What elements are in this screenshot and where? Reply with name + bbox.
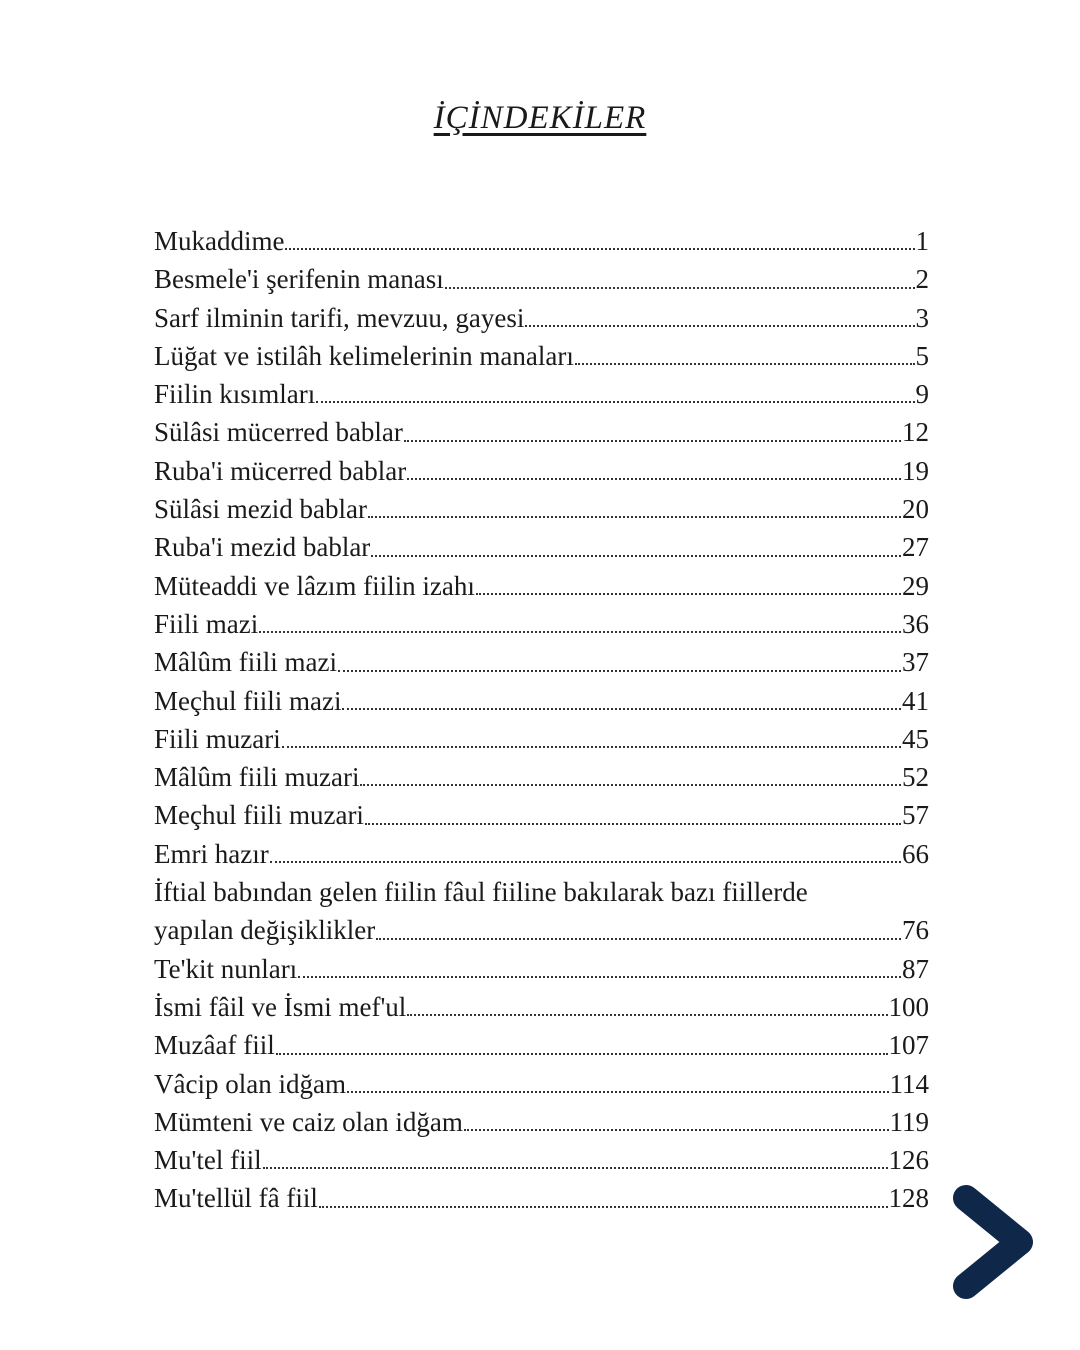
dot-leader — [464, 1127, 889, 1131]
toc-row — [154, 222, 929, 260]
dot-leader — [259, 629, 901, 633]
toc-row — [154, 911, 929, 949]
toc-entry-title: Ruba'i mezid bablar — [154, 532, 371, 563]
dot-leader — [371, 553, 901, 557]
chevron-right-icon — [948, 1180, 1040, 1304]
dot-leader — [285, 246, 914, 250]
toc-row — [154, 528, 929, 566]
toc-entry-title: İftial babından gelen fiilin fâul fiiline bakılarak bazı fiillerde — [154, 877, 808, 908]
dot-leader — [407, 476, 901, 480]
toc-entry-title: Mu'tel fiil — [154, 1145, 262, 1176]
toc-page-number: 2 — [915, 264, 929, 295]
toc-row — [154, 950, 929, 988]
dot-leader — [476, 591, 901, 595]
toc-row — [154, 490, 929, 528]
toc-entry-title: Mâlûm fiili muzari — [154, 762, 360, 793]
dot-leader — [342, 706, 901, 710]
toc-entry-title: Muzâaf fiil — [154, 1030, 275, 1061]
dot-leader — [282, 744, 901, 748]
toc-row — [154, 835, 929, 873]
dot-leader — [525, 323, 914, 327]
toc-entry-title: İsmi fâil ve İsmi mef'ul — [154, 991, 407, 1022]
toc-entry-title: Vâcip olan idğam — [154, 1068, 346, 1099]
toc-page-number: 1 — [915, 226, 929, 256]
toc-entry-title: Besmele'i şerifenin manası — [154, 264, 444, 295]
toc-page-number: 128 — [888, 1183, 929, 1214]
toc-page-number: 66 — [902, 838, 929, 869]
toc-page-number: 29 — [902, 570, 929, 601]
toc-row — [154, 299, 929, 337]
dot-leader — [347, 1089, 889, 1093]
toc-entry-title: Mâlûm fiili mazi — [154, 647, 337, 678]
toc-page-number: 107 — [888, 1030, 929, 1061]
next-page-button[interactable] — [948, 1180, 1040, 1304]
toc-page-number: 41 — [902, 685, 929, 716]
toc-row — [154, 567, 929, 605]
toc-row — [154, 260, 929, 298]
toc-page-number: 9 — [915, 379, 929, 410]
table-of-contents — [154, 222, 929, 1218]
toc-page-number: 57 — [902, 800, 929, 831]
toc-page-number: 126 — [888, 1145, 929, 1176]
toc-row — [154, 413, 929, 451]
toc-row — [154, 873, 929, 911]
toc-page-number: 19 — [902, 455, 929, 486]
toc-row — [154, 796, 929, 834]
toc-entry-title: Fiilin kısımları — [154, 379, 316, 410]
toc-entry-title: Mümteni ve caiz olan idğam — [154, 1106, 463, 1137]
dot-leader — [360, 782, 901, 786]
dot-leader — [319, 1204, 888, 1208]
toc-row — [154, 643, 929, 681]
dot-leader — [407, 1012, 887, 1016]
toc-row — [154, 758, 929, 796]
toc-entry-title: Meçhul fiili mazi — [154, 685, 342, 716]
toc-entry-title: Mu'tellül fâ fiil — [154, 1183, 318, 1214]
toc-entry-title: Emri hazır — [154, 838, 269, 869]
toc-page-number: 76 — [902, 915, 929, 946]
toc-row — [154, 1103, 929, 1141]
dot-leader — [276, 1051, 888, 1055]
dot-leader — [365, 821, 901, 825]
toc-page-number: 36 — [902, 608, 929, 639]
toc-entry-title: Sülâsi mezid bablar — [154, 494, 367, 525]
toc-entry-title: Ruba'i mücerred bablar — [154, 455, 407, 486]
toc-entry-title: Meçhul fiili muzari — [154, 800, 364, 831]
toc-page-number: 20 — [902, 494, 929, 525]
toc-entry-title: yapılan değişiklikler — [154, 915, 376, 946]
toc-row — [154, 988, 929, 1026]
toc-row — [154, 720, 929, 758]
dot-leader — [338, 668, 901, 672]
toc-row — [154, 605, 929, 643]
toc-page-number: 5 — [915, 340, 929, 371]
toc-entry-title: Müteaddi ve lâzım fiilin izahı — [154, 570, 475, 601]
dot-leader — [376, 936, 901, 940]
dot-leader — [298, 974, 901, 978]
toc-page-number: 12 — [902, 417, 929, 448]
dot-leader — [316, 399, 914, 403]
toc-page-number: 37 — [902, 647, 929, 678]
dot-leader — [404, 438, 901, 442]
toc-page-number: 119 — [889, 1106, 929, 1137]
toc-entry-title: Sarf ilminin tarifi, mevzuu, gayesi — [154, 302, 525, 333]
toc-row — [154, 375, 929, 413]
toc-entry-title: Fiili mazi — [154, 608, 259, 639]
dot-leader — [445, 285, 915, 289]
toc-page-number: 45 — [902, 723, 929, 754]
dot-leader — [368, 514, 901, 518]
toc-page-number: 52 — [902, 762, 929, 793]
toc-page-number: 87 — [902, 953, 929, 984]
toc-row — [154, 1141, 929, 1179]
dot-leader — [575, 361, 915, 365]
toc-page-number: 3 — [915, 302, 929, 333]
toc-row — [154, 1065, 929, 1103]
toc-row — [154, 337, 929, 375]
toc-entry-title: Te'kit nunları — [154, 953, 298, 984]
toc-page-number: 27 — [902, 532, 929, 563]
toc-row — [154, 682, 929, 720]
toc-entry-title: Mukaddime — [154, 226, 285, 256]
toc-entry-title: Fiili muzari — [154, 723, 281, 754]
dot-leader — [270, 859, 901, 863]
dot-leader — [263, 1165, 888, 1169]
toc-page-number: 114 — [889, 1068, 929, 1099]
toc-entry-title: Lüğat ve istilâh kelimelerinin manaları — [154, 340, 574, 371]
toc-row — [154, 452, 929, 490]
toc-page-number: 100 — [888, 991, 929, 1022]
toc-entry-title: Sülâsi mücerred bablar — [154, 417, 403, 448]
page-title: İÇİNDEKİLER — [433, 100, 647, 136]
toc-row — [154, 1179, 929, 1217]
toc-row — [154, 1026, 929, 1064]
